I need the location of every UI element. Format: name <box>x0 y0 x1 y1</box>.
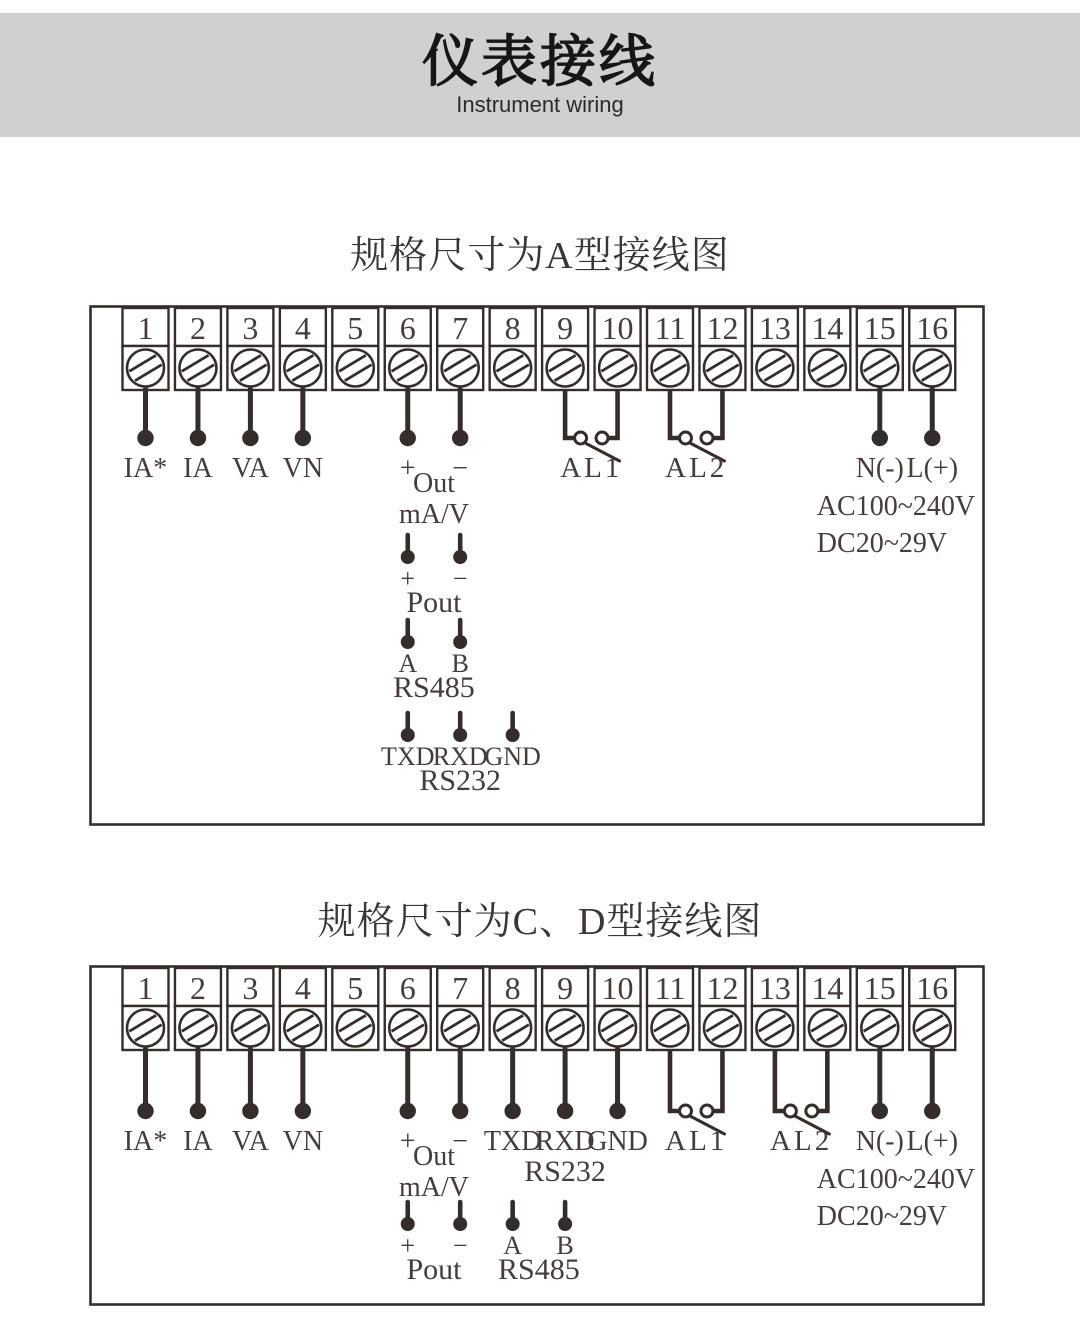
terminal-9 <box>542 968 588 1050</box>
switch-wire <box>713 389 723 438</box>
wire-label: + <box>399 1126 416 1157</box>
stub-group-RS232 <box>381 713 541 797</box>
annotation: mA/V <box>398 499 469 530</box>
terminal-screw-box <box>332 346 378 390</box>
terminal-screw-box <box>490 346 536 390</box>
terminal-number: 2 <box>189 970 206 1006</box>
switch-wire <box>775 1049 785 1111</box>
terminal-screw-box <box>699 1006 745 1050</box>
terminal-7 <box>437 308 483 390</box>
terminal-screw-box <box>175 1006 221 1050</box>
terminal-number: 8 <box>504 970 521 1006</box>
wire-label: GND <box>587 1126 648 1157</box>
terminal-number: 13 <box>758 970 791 1006</box>
stub-dot <box>401 1217 415 1231</box>
terminal-screw-box <box>857 346 903 390</box>
switch-wire <box>670 1049 680 1111</box>
wire-dot <box>609 1103 625 1119</box>
terminal-8 <box>490 968 536 1050</box>
terminal-screw-box <box>857 1006 903 1050</box>
wire-label: RXD <box>535 1126 595 1157</box>
wire-dot <box>452 430 468 446</box>
terminal-screw-box <box>332 1006 378 1050</box>
terminal-screw-box <box>123 1006 169 1050</box>
terminal-number: 7 <box>452 970 469 1006</box>
stub-pin-label: + <box>400 1231 416 1260</box>
stub-dot <box>401 635 415 649</box>
terminal-12 <box>699 308 745 390</box>
wire-label: IA* <box>123 1126 168 1157</box>
terminal-8 <box>490 308 536 390</box>
stub-group-name: Pout <box>406 1253 462 1286</box>
diagram-cd-title: 规格尺寸为C、D型接线图 <box>317 901 763 943</box>
terminal-16 <box>909 968 955 1050</box>
terminal-screw-box <box>595 1006 641 1050</box>
stub-dot <box>558 1217 572 1231</box>
switch-wire <box>713 1049 723 1111</box>
terminal-13 <box>752 968 798 1050</box>
terminal-9 <box>542 308 588 390</box>
wire-label: VN <box>282 453 324 484</box>
stub-pin-label: A <box>503 1231 523 1260</box>
wiring-diagram <box>89 305 985 826</box>
stub-group-RS485 <box>498 1202 580 1286</box>
terminal-screw-box <box>595 346 641 390</box>
stub-dot <box>506 1217 520 1231</box>
wire-label: N(-) <box>855 1126 904 1157</box>
annotation: mA/V <box>398 1172 469 1203</box>
terminal-number: 16 <box>916 310 949 346</box>
terminal-13 <box>752 308 798 390</box>
terminal-15 <box>857 308 903 390</box>
wire-label: VN <box>282 1126 324 1157</box>
wire-label: L(+) <box>906 1126 959 1157</box>
terminal-number: 11 <box>654 970 686 1006</box>
terminal-number: 6 <box>399 970 416 1006</box>
terminal-1 <box>123 968 169 1050</box>
wire-label: + <box>399 453 416 484</box>
annotation: Out <box>412 1141 455 1172</box>
terminal-5 <box>332 968 378 1050</box>
switch-label: AL2 <box>770 1125 833 1157</box>
wire-dot <box>452 1103 468 1119</box>
switch-label: AL2 <box>665 452 728 484</box>
wire-dot <box>400 1103 416 1119</box>
wire-label: IA <box>183 453 213 484</box>
wire-dot <box>557 1103 573 1119</box>
wire-label: − <box>452 1126 469 1157</box>
terminal-screw-box <box>385 346 431 390</box>
wire-dot <box>242 1103 258 1119</box>
diagram-a-canvas <box>89 305 985 826</box>
terminal-screw-box <box>647 346 693 390</box>
terminal-number: 8 <box>504 310 521 346</box>
wire-dot <box>190 430 206 446</box>
terminal-4 <box>280 308 326 390</box>
stub-dot <box>453 635 467 649</box>
stub-pin-label: B <box>556 1231 574 1260</box>
terminal-11 <box>647 968 693 1050</box>
terminal-16 <box>909 308 955 390</box>
terminal-15 <box>857 968 903 1050</box>
terminal-screw-box <box>437 346 483 390</box>
terminal-screw-box <box>385 1006 431 1050</box>
contact-circle <box>596 432 608 444</box>
stub-pin-label: GND <box>484 742 541 771</box>
terminal-screw-box <box>175 346 221 390</box>
terminal-number: 10 <box>601 310 634 346</box>
contact-circle <box>701 1105 713 1117</box>
terminal-screw-box <box>490 1006 536 1050</box>
switch-wire <box>608 389 618 438</box>
stub-dot <box>506 728 520 742</box>
terminal-screw-box <box>123 346 169 390</box>
terminal-number: 15 <box>863 970 896 1006</box>
page-title: 仪表接线 <box>422 30 658 93</box>
page-subtitle: Instrument wiring <box>456 92 624 117</box>
terminal-3 <box>227 308 273 390</box>
stub-group-name: RS485 <box>393 671 475 704</box>
wire-label: TXD <box>483 1126 542 1157</box>
wire-dot <box>137 430 153 446</box>
terminal-number: 9 <box>557 310 574 346</box>
wire-dot <box>400 430 416 446</box>
terminal-5 <box>332 308 378 390</box>
terminal-number: 13 <box>758 310 791 346</box>
terminal-screw-box <box>647 1006 693 1050</box>
terminal-number: 5 <box>347 970 364 1006</box>
terminal-10 <box>595 308 641 390</box>
wire-label: − <box>452 453 469 484</box>
terminal-number: 7 <box>452 310 469 346</box>
stub-pin-label: TXD <box>381 742 435 771</box>
wire-label: VA <box>231 1126 269 1157</box>
wire-dot <box>295 1103 311 1119</box>
switch-label: AL1 <box>665 1125 728 1157</box>
stub-group-RS485 <box>393 620 475 704</box>
terminal-screw-box <box>227 346 273 390</box>
terminal-number: 16 <box>916 970 949 1006</box>
terminal-screw-box <box>699 346 745 390</box>
wire-dot <box>137 1103 153 1119</box>
wire-label: IA <box>183 1126 213 1157</box>
terminal-screw-box <box>752 346 798 390</box>
terminal-7 <box>437 968 483 1050</box>
terminal-6 <box>385 968 431 1050</box>
terminal-screw-box <box>909 346 955 390</box>
stub-pin-label: RXD <box>432 742 488 771</box>
terminal-screw-box <box>280 346 326 390</box>
annotation: AC100~240V <box>816 1164 976 1195</box>
terminal-14 <box>804 308 850 390</box>
switch-wire <box>818 1049 828 1111</box>
terminal-number: 4 <box>294 310 311 346</box>
terminal-number: 15 <box>863 310 896 346</box>
stub-pin-label: B <box>451 649 469 678</box>
terminal-number: 4 <box>294 970 311 1006</box>
terminal-number: 9 <box>557 970 574 1006</box>
diagram-cd-canvas <box>89 965 985 1306</box>
wire-label: IA* <box>123 453 168 484</box>
terminal-number: 10 <box>601 970 634 1006</box>
terminal-number: 1 <box>137 970 154 1006</box>
terminal-number: 14 <box>811 310 844 346</box>
terminal-6 <box>385 308 431 390</box>
wire-dot <box>924 1103 940 1119</box>
switch-wire <box>565 389 575 438</box>
stub-group-Pout <box>400 1202 467 1286</box>
terminal-1 <box>123 308 169 390</box>
terminal-number: 12 <box>706 970 739 1006</box>
terminal-number: 1 <box>137 310 154 346</box>
terminal-number: 6 <box>399 310 416 346</box>
terminal-screw-box <box>752 1006 798 1050</box>
stub-pin-label: − <box>452 1231 468 1260</box>
stub-group-name: Pout <box>406 586 462 619</box>
wire-dot <box>295 430 311 446</box>
annotation: RS232 <box>524 1155 606 1188</box>
terminal-12 <box>699 968 745 1050</box>
diagram-a-title: 规格尺寸为A型接线图 <box>350 235 730 277</box>
contact-circle <box>701 432 713 444</box>
terminal-3 <box>227 968 273 1050</box>
contact-circle <box>806 1105 818 1117</box>
stub-dot <box>401 728 415 742</box>
stub-group-name: RS232 <box>419 764 502 797</box>
terminal-screw-box <box>909 1006 955 1050</box>
terminal-number: 11 <box>654 310 686 346</box>
terminal-number: 2 <box>189 310 206 346</box>
stub-group-name: RS485 <box>498 1253 580 1286</box>
stub-pin-label: A <box>398 649 418 678</box>
terminal-number: 12 <box>706 310 739 346</box>
stub-pin-label: + <box>400 564 416 593</box>
terminal-screw-box <box>227 1006 273 1050</box>
stub-dot <box>453 550 467 564</box>
wire-dot <box>190 1103 206 1119</box>
switch-label: AL1 <box>560 452 623 484</box>
terminal-4 <box>280 968 326 1050</box>
wire-dot <box>872 430 888 446</box>
switch-wire <box>670 389 680 438</box>
annotation: DC20~29V <box>816 1201 948 1232</box>
terminal-14 <box>804 968 850 1050</box>
terminal-2 <box>175 968 221 1050</box>
wiring-diagram <box>89 965 985 1306</box>
wire-dot <box>242 430 258 446</box>
stub-dot <box>401 550 415 564</box>
terminal-number: 5 <box>347 310 364 346</box>
terminal-screw-box <box>542 1006 588 1050</box>
wire-label: VA <box>231 453 269 484</box>
terminal-screw-box <box>804 346 850 390</box>
terminal-screw-box <box>437 1006 483 1050</box>
terminal-screw-box <box>280 1006 326 1050</box>
terminal-11 <box>647 308 693 390</box>
wire-dot <box>924 430 940 446</box>
stub-pin-label: − <box>452 564 468 593</box>
terminal-number: 3 <box>242 970 259 1006</box>
terminal-screw-box <box>804 1006 850 1050</box>
wire-label: L(+) <box>906 453 959 484</box>
terminal-10 <box>595 968 641 1050</box>
terminal-number: 3 <box>242 310 259 346</box>
stub-dot <box>453 1217 467 1231</box>
terminal-2 <box>175 308 221 390</box>
wire-dot <box>504 1103 520 1119</box>
terminal-screw-box <box>542 346 588 390</box>
header-banner <box>0 13 1080 137</box>
wire-label: N(-) <box>855 453 904 484</box>
annotation: Out <box>412 468 455 499</box>
terminal-number: 14 <box>811 970 844 1006</box>
wire-dot <box>872 1103 888 1119</box>
annotation: DC20~29V <box>816 528 948 559</box>
stub-dot <box>453 728 467 742</box>
stub-group-Pout <box>400 535 467 619</box>
annotation: AC100~240V <box>816 491 976 522</box>
